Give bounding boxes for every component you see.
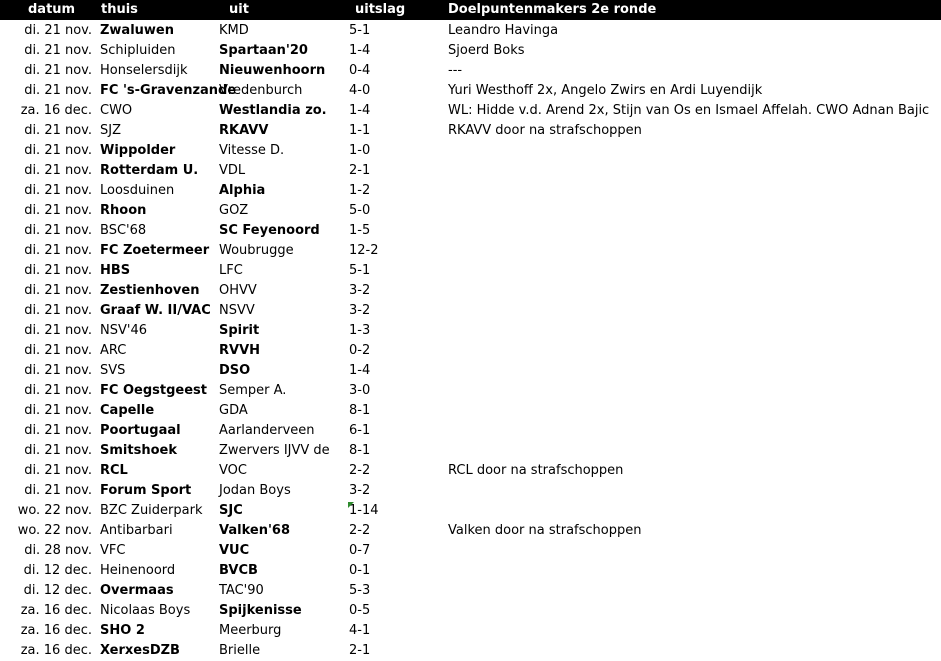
home-team-cell: SHO 2 [100, 623, 145, 638]
home-team-cell: VFC [100, 543, 126, 558]
away-team-cell: VUC [219, 543, 250, 558]
table-row [0, 521, 941, 541]
score-cell: 0-2 [349, 343, 371, 358]
away-team-cell: Zwervers IJVV de [219, 443, 330, 458]
score-cell: 3-2 [349, 483, 371, 498]
table-row [0, 621, 941, 641]
scorers-cell: RCL door na strafschoppen [448, 463, 624, 478]
away-team-cell: SC Feyenoord [219, 223, 320, 238]
date-cell: di. 21 nov. [24, 463, 92, 478]
date-cell: di. 12 dec. [23, 583, 92, 598]
scorers-cell: --- [448, 63, 463, 78]
score-cell: 0-7 [349, 543, 371, 558]
away-team-cell: GOZ [219, 203, 249, 218]
home-team-cell: Capelle [100, 403, 155, 418]
away-team-cell: Spijkenisse [219, 603, 302, 618]
home-team-cell: CWO [100, 103, 133, 118]
scorers-cell: RKAVV door na strafschoppen [448, 123, 642, 138]
away-team-cell: NSVV [219, 303, 255, 318]
date-cell: di. 21 nov. [24, 123, 92, 138]
score-cell: 4-1 [349, 623, 371, 638]
table-row [0, 441, 941, 461]
away-team-cell: Vredenburch [219, 83, 303, 98]
home-team-cell: Poortugaal [100, 423, 181, 438]
table-row [0, 481, 941, 501]
table-row [0, 341, 941, 361]
table-row [0, 581, 941, 601]
date-cell: di. 21 nov. [24, 83, 92, 98]
table-row [0, 61, 941, 81]
score-cell: 2-2 [349, 523, 371, 538]
score-cell: 6-1 [349, 423, 371, 438]
home-team-cell: Schipluiden [100, 43, 176, 58]
score-cell: 2-1 [349, 643, 371, 658]
away-team-cell: Nieuwenhoorn [219, 63, 326, 78]
date-cell: di. 21 nov. [24, 203, 92, 218]
date-cell: wo. 22 nov. [17, 503, 92, 518]
score-cell: 1-5 [349, 223, 371, 238]
date-cell: di. 21 nov. [24, 323, 92, 338]
scorers-cell: Valken door na strafschoppen [448, 523, 642, 538]
home-team-cell: FC Zoetermeer [100, 243, 210, 258]
score-cell: 12-2 [349, 243, 379, 258]
table-row [0, 301, 941, 321]
table-row [0, 81, 941, 101]
away-team-cell: VDL [219, 163, 246, 178]
table-row [0, 41, 941, 61]
header-doelpuntenmakers: Doelpuntenmakers 2e ronde [448, 2, 657, 17]
score-cell: 1-1 [349, 123, 371, 138]
scorers-cell: Sjoerd Boks [448, 43, 525, 58]
score-cell: 0-5 [349, 603, 371, 618]
home-team-cell: Nicolaas Boys [100, 603, 191, 618]
score-cell: 8-1 [349, 443, 371, 458]
home-team-cell: Rotterdam U. [100, 163, 199, 178]
score-cell: 1-4 [349, 43, 371, 58]
away-team-cell: VOC [219, 463, 247, 478]
away-team-cell: OHVV [219, 283, 257, 298]
away-team-cell: Alphia [219, 183, 266, 198]
scorers-cell: Leandro Havinga [448, 23, 559, 38]
away-team-cell: Vitesse D. [219, 143, 285, 158]
scorers-cell: WL: Hidde v.d. Arend 2x, Stijn van Os en Ismael Affelah. CWO Adnan Bajic [448, 103, 930, 118]
date-cell: di. 21 nov. [24, 243, 92, 258]
table-row [0, 361, 941, 381]
score-cell: 1-4 [349, 363, 371, 378]
date-cell: di. 21 nov. [24, 363, 92, 378]
date-cell: di. 21 nov. [24, 23, 92, 38]
home-team-cell: Wippolder [100, 143, 176, 158]
table-row [0, 141, 941, 161]
home-team-cell: BZC Zuiderpark [100, 503, 203, 518]
home-team-cell: Honselersdijk [100, 63, 188, 78]
date-cell: di. 21 nov. [24, 303, 92, 318]
date-cell: di. 21 nov. [24, 263, 92, 278]
table-row [0, 461, 941, 481]
home-team-cell: Heinenoord [100, 563, 176, 578]
date-cell: di. 28 nov. [24, 543, 92, 558]
away-team-cell: SJC [219, 503, 243, 518]
score-cell: 1-14 [349, 503, 379, 518]
home-team-cell: Antibarbari [100, 523, 173, 538]
table-row [0, 641, 941, 661]
away-team-cell: Westlandia zo. [219, 103, 327, 118]
header-row [0, 0, 941, 20]
home-team-cell: BSC'68 [100, 223, 147, 238]
away-team-cell: Spartaan'20 [219, 43, 308, 58]
table-row [0, 161, 941, 181]
table-row [0, 101, 941, 121]
home-team-cell: SJZ [100, 123, 121, 138]
date-cell: di. 21 nov. [24, 483, 92, 498]
away-team-cell: Spirit [219, 323, 260, 338]
home-team-cell: RCL [100, 463, 128, 478]
score-cell: 1-0 [349, 143, 371, 158]
date-cell: di. 21 nov. [24, 143, 92, 158]
home-team-cell: FC Oegstgeest [100, 383, 207, 398]
home-team-cell: Smitshoek [100, 443, 177, 458]
score-cell: 5-3 [349, 583, 371, 598]
table-row [0, 121, 941, 141]
date-cell: di. 21 nov. [24, 223, 92, 238]
away-team-cell: Brielle [219, 643, 261, 658]
table-row [0, 261, 941, 281]
home-team-cell: Rhoon [100, 203, 147, 218]
table-row [0, 221, 941, 241]
score-cell: 0-1 [349, 563, 371, 578]
table-row [0, 561, 941, 581]
table-row [0, 321, 941, 341]
table-row [0, 181, 941, 201]
score-cell: 1-2 [349, 183, 371, 198]
away-team-cell: Woubrugge [219, 243, 294, 258]
date-cell: za. 16 dec. [20, 643, 92, 658]
header-datum: datum [28, 2, 76, 17]
date-cell: di. 12 dec. [23, 563, 92, 578]
date-cell: za. 16 dec. [20, 603, 92, 618]
score-cell: 5-1 [349, 23, 371, 38]
date-cell: di. 21 nov. [24, 383, 92, 398]
away-team-cell: Valken'68 [219, 523, 291, 538]
home-team-cell: SVS [100, 363, 126, 378]
home-team-cell: Zestienhoven [100, 283, 200, 298]
score-cell: 0-4 [349, 63, 371, 78]
home-team-cell: Overmaas [100, 583, 174, 598]
score-cell: 3-0 [349, 383, 371, 398]
away-team-cell: Semper A. [219, 383, 287, 398]
home-team-cell: Forum Sport [100, 483, 192, 498]
table-row [0, 281, 941, 301]
date-cell: di. 21 nov. [24, 63, 92, 78]
table-row [0, 421, 941, 441]
score-cell: 2-1 [349, 163, 371, 178]
score-cell: 5-1 [349, 263, 371, 278]
table-row [0, 381, 941, 401]
scorers-cell: Yuri Westhoff 2x, Angelo Zwirs en Ardi Luyendijk [448, 83, 763, 98]
score-cell: 4-0 [349, 83, 371, 98]
score-cell: 8-1 [349, 403, 371, 418]
away-team-cell: Jodan Boys [219, 483, 291, 498]
score-cell: 2-2 [349, 463, 371, 478]
away-team-cell: BVCB [219, 563, 258, 578]
table-row [0, 201, 941, 221]
home-team-cell: HBS [100, 263, 131, 278]
away-team-cell: Meerburg [219, 623, 282, 638]
date-cell: di. 21 nov. [24, 183, 92, 198]
date-cell: di. 21 nov. [24, 283, 92, 298]
away-team-cell: LFC [219, 263, 243, 278]
table-row [0, 241, 941, 261]
table-row [0, 601, 941, 621]
score-cell: 1-4 [349, 103, 371, 118]
home-team-cell: XerxesDZB [100, 643, 180, 658]
home-team-cell: ARC [100, 343, 127, 358]
score-cell: 5-0 [349, 203, 371, 218]
home-team-cell: NSV'46 [100, 323, 147, 338]
away-team-cell: DSO [219, 363, 251, 378]
home-team-cell: Graaf W. II/VAC [100, 303, 211, 318]
date-cell: di. 21 nov. [24, 423, 92, 438]
away-team-cell: GDA [219, 403, 248, 418]
away-team-cell: Aarlanderveen [219, 423, 315, 438]
date-cell: di. 21 nov. [24, 443, 92, 458]
comment-indicator-icon [348, 502, 354, 508]
date-cell: wo. 22 nov. [17, 523, 92, 538]
home-team-cell: FC 's-Gravenzande [100, 83, 237, 98]
away-team-cell: TAC'90 [219, 583, 264, 598]
table-row [0, 541, 941, 561]
score-cell: 1-3 [349, 323, 371, 338]
date-cell: za. 16 dec. [20, 623, 92, 638]
header-uit: uit [229, 2, 249, 17]
header-uitslag: uitslag [355, 2, 406, 17]
table-row [0, 21, 941, 41]
date-cell: di. 21 nov. [24, 403, 92, 418]
away-team-cell: KMD [219, 23, 249, 38]
date-cell: di. 21 nov. [24, 343, 92, 358]
away-team-cell: RVVH [219, 343, 261, 358]
date-cell: di. 21 nov. [24, 43, 92, 58]
table-row [0, 501, 941, 521]
home-team-cell: Loosduinen [100, 183, 175, 198]
score-cell: 3-2 [349, 303, 371, 318]
date-cell: di. 21 nov. [24, 163, 92, 178]
table-row [0, 401, 941, 421]
home-team-cell: Zwaluwen [100, 23, 175, 38]
score-cell: 3-2 [349, 283, 371, 298]
away-team-cell: RKAVV [219, 123, 269, 138]
date-cell: za. 16 dec. [20, 103, 92, 118]
header-thuis: thuis [101, 2, 138, 17]
